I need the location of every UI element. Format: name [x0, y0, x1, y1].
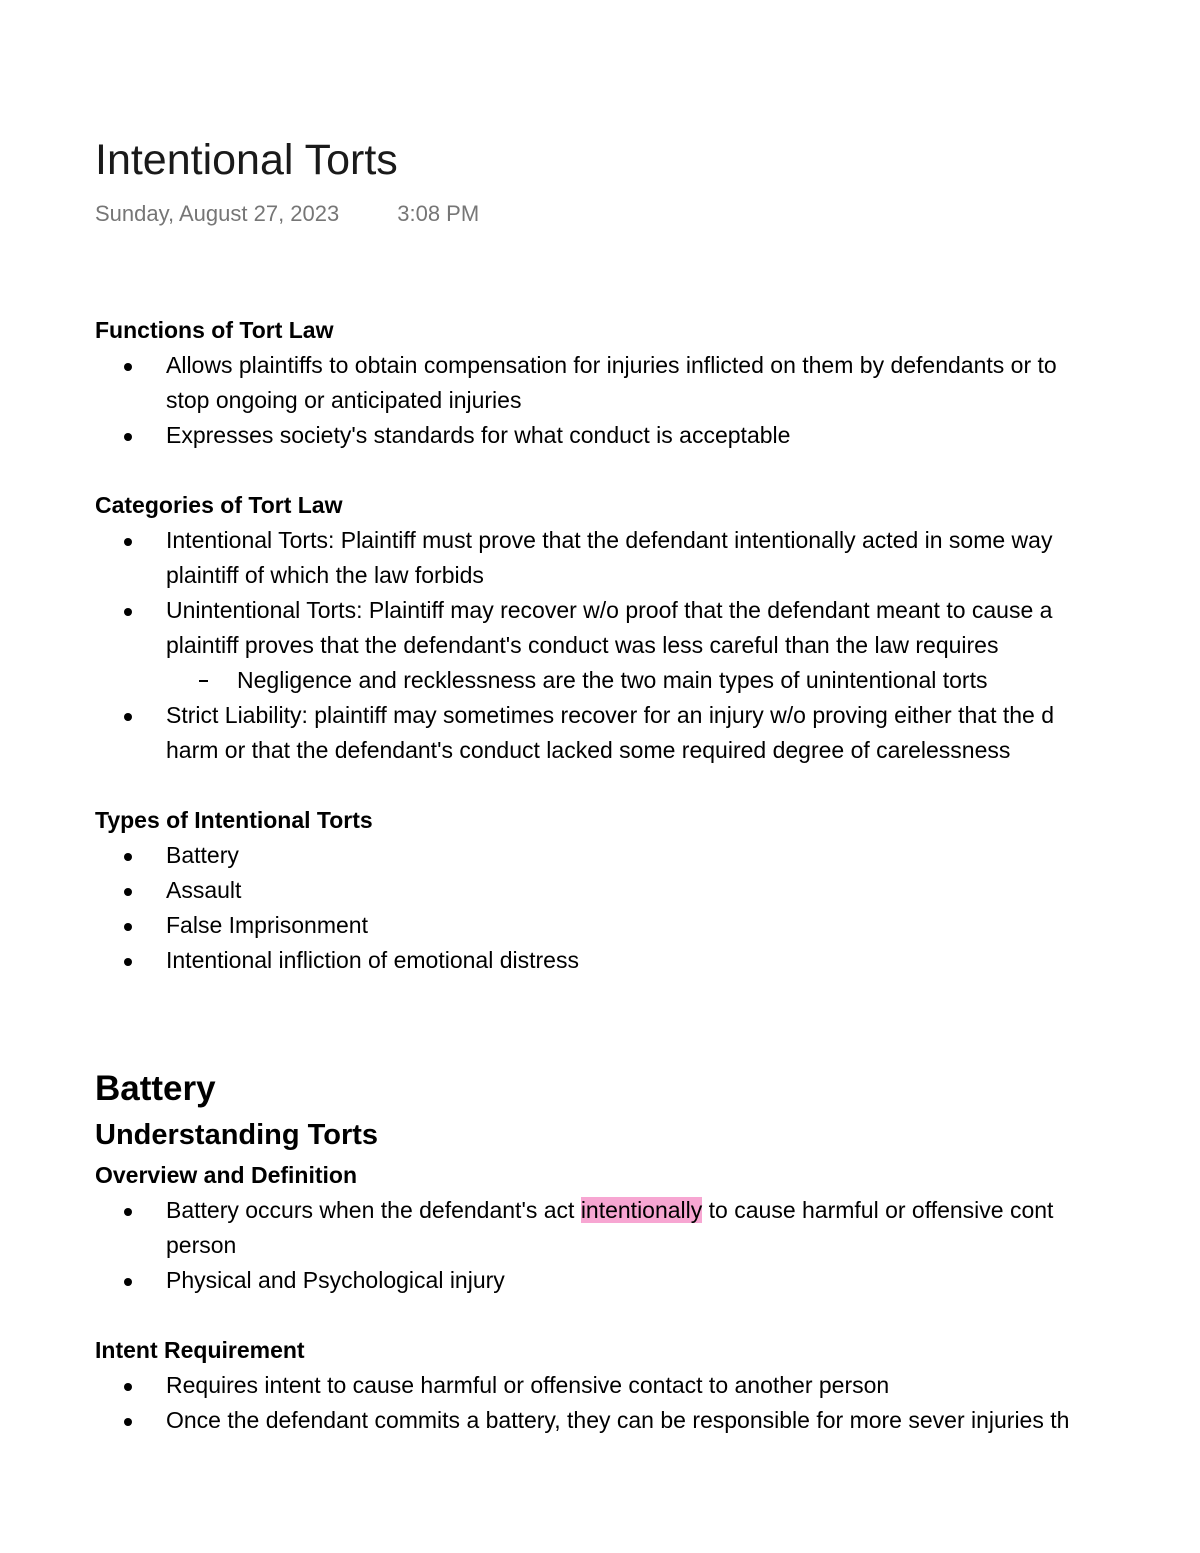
list-item-text: Expresses society's standards for what conduct is acceptable — [166, 422, 791, 448]
dash-icon — [199, 680, 208, 682]
list-item-text: Physical and Psychological injury — [166, 1267, 505, 1293]
list-item — [95, 838, 1200, 873]
bullet-list — [95, 838, 1200, 978]
section-categories — [95, 488, 1200, 768]
list-item-text: Unintentional Torts: Plaintiff may recover w/o proof that the defendant meant to cause a — [166, 597, 1053, 623]
bullet-icon — [124, 608, 132, 616]
section-heading: Intent Requirement — [95, 1337, 305, 1363]
list-item — [95, 1263, 1200, 1298]
list-item-text: plaintiff proves that the defendant's conduct was less careful than the law requires — [166, 632, 999, 658]
page-meta — [95, 199, 1200, 229]
list-item-text: Intentional infliction of emotional distress — [166, 947, 579, 973]
note-body — [95, 133, 1200, 1436]
list-item — [95, 698, 1200, 768]
list-item-text: harm or that the defendant's conduct lacked some required degree of carelessness — [166, 737, 1011, 763]
bullet-list — [95, 698, 1200, 768]
list-item — [95, 348, 1200, 418]
battery-heading: Battery — [95, 1069, 216, 1108]
list-item-text: Strict Liability: plaintiff may sometimes recover for an injury w/o proving either that the d — [166, 702, 1055, 728]
list-item — [95, 523, 1200, 593]
list-item-text: Assault — [166, 877, 242, 903]
bullet-icon — [124, 1208, 132, 1216]
list-item — [95, 1368, 1200, 1403]
list-item-text: Battery — [166, 842, 239, 868]
bullet-icon — [124, 433, 132, 441]
list-item-text — [166, 1193, 1200, 1228]
bullet-icon — [124, 363, 132, 371]
bullet-icon — [124, 923, 132, 931]
bullet-icon — [124, 958, 132, 966]
bullet-list — [95, 1193, 1200, 1298]
page-time: 3:08 PM — [397, 201, 480, 226]
list-item-text: person — [166, 1232, 237, 1258]
list-item-text: stop ongoing or anticipated injuries — [166, 387, 522, 413]
bullet-list — [95, 523, 1200, 663]
page-date: Sunday, August 27, 2023 — [95, 201, 340, 226]
list-item — [95, 1403, 1200, 1436]
list-item — [95, 873, 1200, 908]
list-item-text: False Imprisonment — [166, 912, 368, 938]
list-item-text: Allows plaintiffs to obtain compensation for injuries inflicted on them by defendants or to — [166, 352, 1057, 378]
bullet-icon — [124, 888, 132, 896]
page-title: Intentional Torts — [95, 136, 398, 184]
section-heading: Categories of Tort Law — [95, 492, 343, 518]
text-segment: Battery occurs when the defendant's act — [166, 1197, 581, 1223]
list-item-text: plaintiff of which the law forbids — [166, 562, 484, 588]
list-item — [95, 943, 1200, 978]
text-segment: to cause harmful or offensive cont — [702, 1197, 1054, 1223]
sub-list-item-text: Negligence and recklessness are the two main types of unintentional torts — [237, 667, 988, 693]
list-item — [95, 593, 1200, 663]
highlighted-text: intentionally — [580, 1197, 703, 1223]
section-heading: Functions of Tort Law — [95, 317, 334, 343]
bullet-icon — [124, 538, 132, 546]
section-functions — [95, 313, 1200, 453]
section-types — [95, 803, 1200, 978]
bullet-icon — [124, 1278, 132, 1286]
bullet-icon — [124, 1418, 132, 1426]
sub-list-item — [95, 663, 1200, 698]
list-item-text: Once the defendant commits a battery, they can be responsible for more sever injuries th — [166, 1407, 1070, 1433]
list-item — [95, 418, 1200, 453]
bullet-list — [95, 348, 1200, 453]
sub-bullet-list — [95, 663, 1200, 698]
section-battery — [95, 1066, 1200, 1436]
list-item-text: Intentional Torts: Plaintiff must prove that the defendant intentionally acted in some way — [166, 527, 1053, 553]
bullet-icon — [124, 713, 132, 721]
list-item-text: Requires intent to cause harmful or offensive contact to another person — [166, 1372, 890, 1398]
battery-subheading: Understanding Torts — [95, 1119, 379, 1151]
section-heading: Overview and Definition — [95, 1162, 357, 1188]
bullet-icon — [124, 853, 132, 861]
list-item — [95, 908, 1200, 943]
list-item — [95, 1193, 1200, 1263]
bullet-list — [95, 1368, 1200, 1436]
section-heading: Types of Intentional Torts — [95, 807, 373, 833]
bullet-icon — [124, 1383, 132, 1391]
